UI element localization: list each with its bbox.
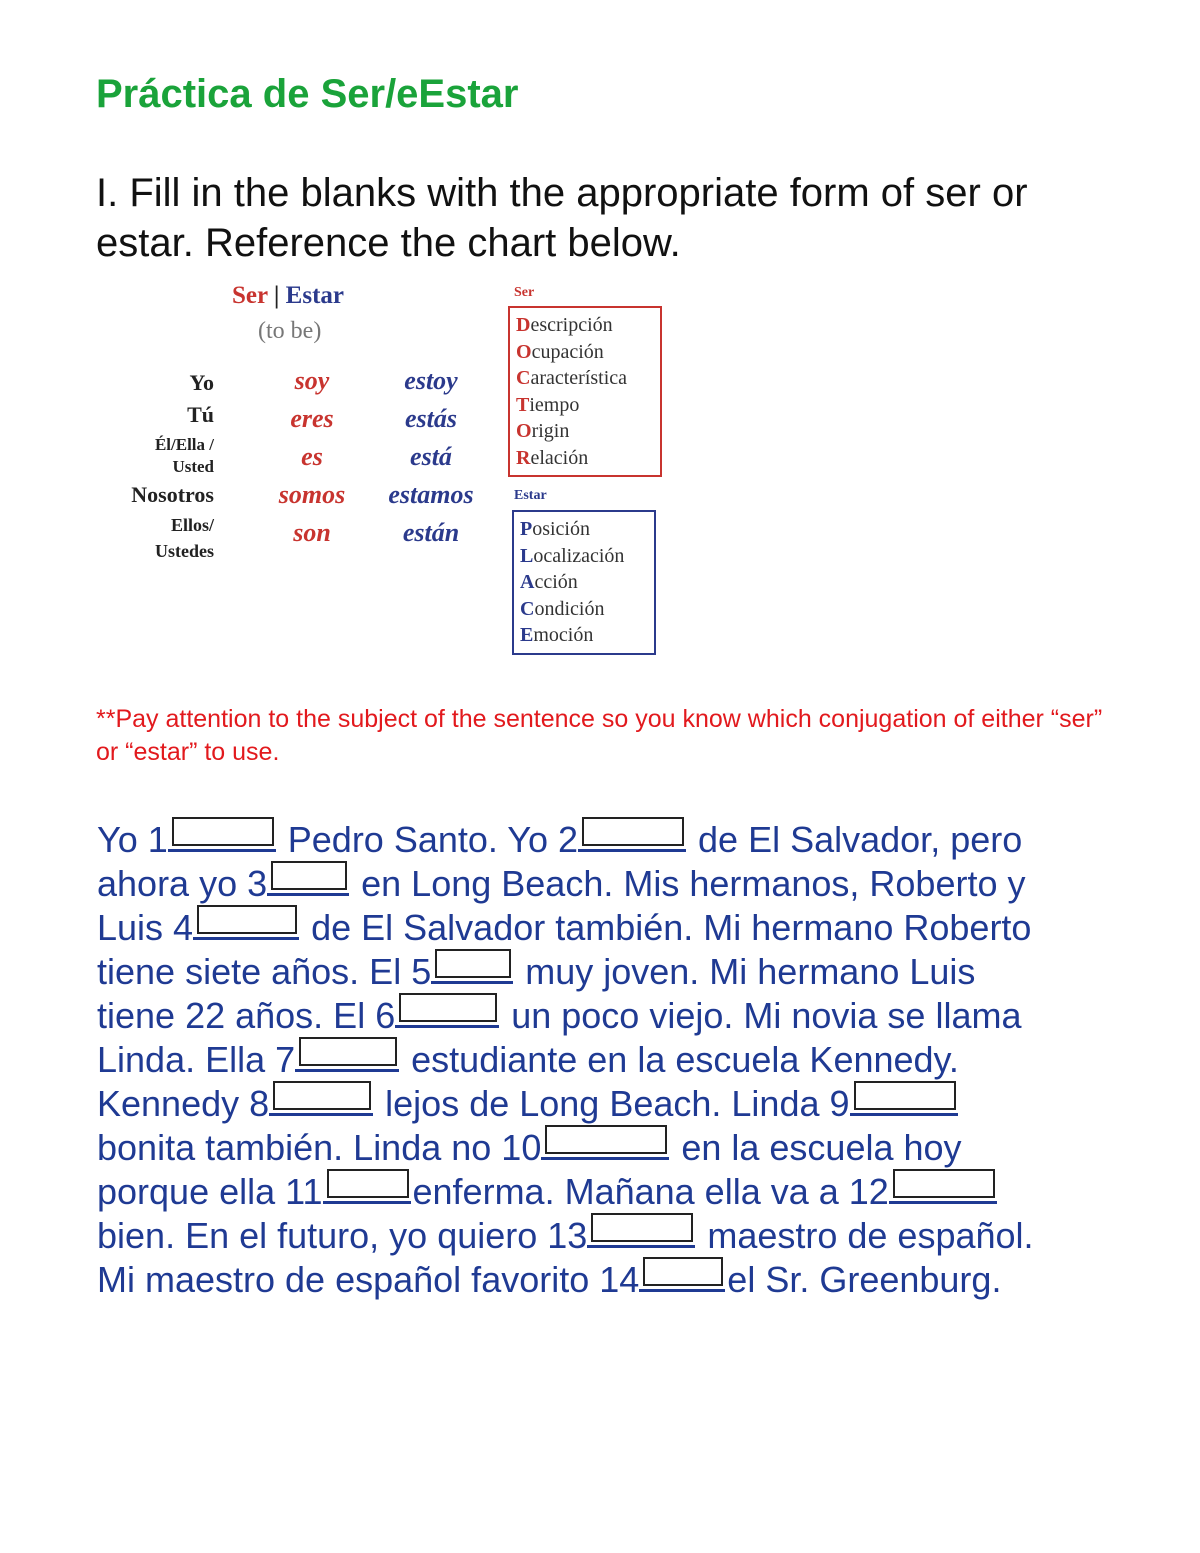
estar-form: estamos [388, 480, 474, 509]
passage-text: de El Salvador también. Mi hermano Roberto [301, 907, 1032, 948]
estar-use-rest: ondición [534, 597, 605, 620]
estar-form: está [410, 442, 452, 471]
ser-use-initial: O [516, 340, 532, 363]
estar-use-rest: cción [534, 571, 578, 593]
ser-use-rest: escripción [530, 314, 613, 336]
estar-use-initial: E [520, 624, 534, 646]
blank-7[interactable] [295, 1037, 399, 1072]
ser-estar-chart [110, 280, 670, 660]
ser-form: son [293, 518, 331, 547]
passage-text: Yo 1 [97, 819, 168, 860]
passage-line [97, 861, 1026, 905]
chart-header-ser: Ser [232, 282, 268, 309]
ser-use-initial: T [516, 393, 530, 416]
pronoun: Yo [189, 370, 214, 395]
ser-form: es [301, 442, 323, 471]
ser-box-label: Ser [514, 285, 535, 300]
passage-text: tiene siete años. El 5 [97, 951, 432, 992]
estar-use-item [520, 543, 648, 570]
blank-9[interactable] [850, 1081, 958, 1116]
passage-line [97, 949, 975, 993]
ser-use-item [516, 445, 654, 472]
pronoun [155, 434, 214, 478]
pronoun-line: Ellos/ [170, 515, 214, 535]
passage-line [97, 993, 1021, 1037]
passage-text: bien. En el futuro, yo quiero 13 [97, 1215, 588, 1256]
estar-use-item [520, 516, 648, 543]
passage-text: tiene 22 años. El 6 [97, 995, 396, 1036]
passage-text: Kennedy 8 [97, 1083, 270, 1124]
ser-use-item [516, 312, 654, 339]
estar-use-initial: A [520, 571, 535, 593]
passage-text: lejos de Long Beach. Linda 9 [375, 1083, 850, 1124]
ser-use-item [516, 392, 654, 419]
estar-form: estoy [404, 366, 458, 395]
chart-header [232, 282, 344, 310]
estar-use-rest: osición [532, 518, 590, 540]
ser-use-rest: cupación [531, 340, 604, 363]
passage-text: un poco viejo. Mi novia se llama [501, 995, 1022, 1036]
passage-text: Luis 4 [97, 907, 194, 948]
chart-header-estar: Estar [285, 282, 344, 309]
pronoun-line: Usted [172, 457, 214, 476]
estar-form: están [402, 518, 460, 547]
ser-use-initial: R [516, 446, 531, 469]
blank-11[interactable] [323, 1169, 411, 1204]
passage-line [97, 1169, 999, 1213]
ser-use-item [516, 339, 654, 366]
ser-use-initial: C [516, 367, 531, 389]
passage-text: bonita también. Linda no 10 [97, 1127, 542, 1168]
conjugation-row [110, 512, 500, 562]
estar-use-rest: ocalización [533, 544, 625, 567]
estar-use-initial: C [520, 597, 535, 620]
ser-use-rest: iempo [529, 393, 580, 416]
passage-text: de El Salvador, pero [688, 819, 1023, 860]
ser-use-initial: D [516, 314, 531, 336]
blank-8[interactable] [269, 1081, 373, 1116]
passage-text: ahora yo 3 [97, 863, 268, 904]
passage-text: muy joven. Mi hermano Luis [515, 951, 976, 992]
estar-use-item [520, 569, 648, 596]
ser-form: somos [278, 480, 346, 509]
pronoun-line: Él/Ella / [154, 435, 214, 454]
passage-text: estudiante en la escuela Kennedy. [401, 1039, 959, 1080]
estar-use-item [520, 622, 648, 649]
blank-6[interactable] [395, 993, 499, 1028]
instructions: I. Fill in the blanks with the appropriate form of ser or estar. Reference the chart below. [96, 171, 1028, 265]
conjugation-row [110, 480, 500, 516]
passage-line [97, 905, 1031, 949]
passage-text: enferma. Mañana ella va a 12 [412, 1171, 889, 1212]
chart-header-separator: | [273, 282, 280, 309]
pronoun: Tú [187, 402, 214, 427]
passage-line [97, 817, 1022, 861]
ser-use-item [516, 365, 654, 392]
blank-14[interactable] [639, 1257, 725, 1292]
estar-use-initial: L [520, 544, 534, 567]
estar-form: estás [405, 404, 457, 433]
blank-12[interactable] [889, 1169, 997, 1204]
estar-use-rest: moción [533, 624, 594, 646]
passage-text: el Sr. Greenburg. [727, 1259, 1002, 1300]
passage-text: Mi maestro de español favorito 14 [97, 1259, 640, 1300]
passage-line [97, 1081, 960, 1125]
ser-uses-box [508, 306, 662, 477]
chart-subtitle: (to be) [258, 318, 322, 344]
ser-use-initial: O [516, 420, 532, 442]
pronoun: Nosotros [131, 482, 214, 507]
estar-use-item [520, 596, 648, 623]
passage-text: Linda. Ella 7 [97, 1039, 296, 1080]
passage-line [97, 1037, 959, 1081]
blank-4[interactable] [193, 905, 299, 940]
blank-5[interactable] [431, 949, 513, 984]
passage-line [97, 1213, 1034, 1257]
estar-use-initial: P [520, 518, 533, 540]
passage-text: en la escuela hoy [671, 1127, 962, 1168]
blank-1[interactable] [168, 817, 276, 852]
pronoun [155, 512, 214, 564]
ser-use-rest: aracterística [530, 367, 628, 389]
estar-box-label: Estar [514, 488, 547, 503]
passage-text: Pedro Santo. Yo 2 [277, 819, 579, 860]
conjugation-row [110, 434, 500, 478]
conjugation-row [110, 366, 500, 402]
passage-text: maestro de español. [697, 1215, 1034, 1256]
passage-text: porque ella 11 [97, 1171, 323, 1212]
blank-13[interactable] [587, 1213, 695, 1248]
passage-line [97, 1257, 1001, 1301]
ser-form: soy [294, 366, 330, 395]
ser-use-rest: elación [530, 446, 589, 469]
conjugation-row [110, 402, 500, 438]
ser-use-rest: rigin [531, 420, 570, 442]
pronoun-line: Ustedes [155, 541, 214, 561]
blank-10[interactable] [541, 1125, 669, 1160]
passage-line [97, 1125, 962, 1169]
estar-uses-box [512, 510, 656, 655]
ser-form: eres [290, 404, 334, 433]
blank-3[interactable] [267, 861, 349, 896]
passage-text: en Long Beach. Mis hermanos, Roberto y [351, 863, 1026, 904]
page-title: Práctica de Ser/eEstar [96, 72, 519, 116]
blank-2[interactable] [578, 817, 686, 852]
attention-note: **Pay attention to the subject of the sentence so you know which conjugation of either “ser” or “estar” to use. [96, 705, 1103, 766]
ser-use-item [516, 418, 654, 445]
